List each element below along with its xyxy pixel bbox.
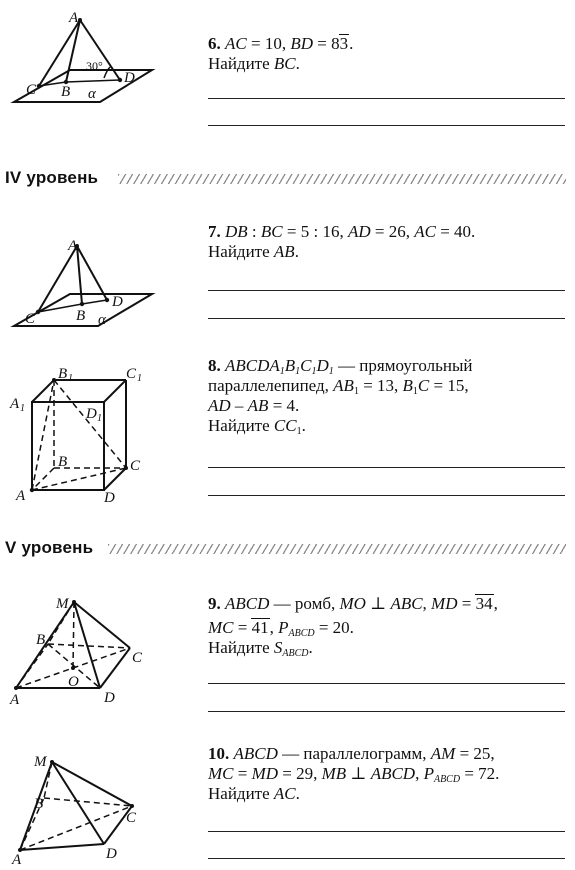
label-B1: B	[58, 366, 68, 382]
figure-7	[12, 236, 162, 336]
answer-line[interactable]	[208, 98, 565, 99]
svg-text:1: 1	[68, 373, 73, 384]
label-C: C	[26, 82, 37, 98]
label-A: A	[69, 10, 79, 26]
svg-text:1: 1	[97, 413, 102, 424]
label-D: D	[104, 490, 115, 506]
level-heading-4: IV уровень	[5, 168, 99, 187]
level-heading-5: V уровень	[5, 538, 94, 557]
label-A: A	[16, 488, 26, 504]
answer-line[interactable]	[208, 125, 565, 126]
level-divider	[108, 544, 566, 554]
problem-7: 7. DB : BC = 5 : 16, AD = 26, AC = 40. Найдите AB.	[208, 222, 476, 261]
label-D: D	[112, 294, 123, 310]
problem-6: 6. AC = 10, BD = 83. Найдите BC.	[208, 34, 568, 74]
label-D1: D	[86, 406, 97, 422]
svg-text:1: 1	[20, 403, 25, 414]
label-A: A	[10, 692, 20, 708]
figure-10	[8, 750, 158, 868]
problem-number: 6.	[208, 34, 221, 53]
label-A1: A	[10, 396, 20, 412]
answer-line[interactable]	[208, 290, 565, 291]
label-alpha: α	[98, 312, 106, 328]
label-C1: C	[126, 366, 137, 382]
label-C: C	[25, 311, 36, 327]
label-M: M	[34, 754, 47, 770]
answer-line[interactable]	[208, 467, 565, 468]
answer-line[interactable]	[208, 711, 565, 712]
label-B: B	[61, 84, 71, 100]
problem-number: 8.	[208, 356, 221, 375]
label-B: B	[36, 632, 46, 648]
problem-number: 10.	[208, 744, 230, 763]
answer-line[interactable]	[208, 831, 565, 832]
problem-10: 10. ABCD — параллелограмм, AM = 25, MC = MD = 29, MB ⊥ ABCD, $P_{ABCD} = 72$. Найдите AC.	[208, 744, 500, 803]
svg-text:1: 1	[137, 373, 142, 384]
figure-9	[8, 590, 158, 710]
label-M: M	[56, 596, 69, 612]
answer-line[interactable]	[208, 858, 565, 859]
answer-line[interactable]	[208, 683, 565, 684]
problem-9: 9. ABCD — ромб, MO ⊥ ABC, MD = 34, MC = 41, $P_{ABCD} = 20$. Найдите $S_{ABCD}$.	[208, 594, 498, 659]
label-D: D	[104, 690, 115, 706]
problem-6-task: Найдите BC.	[208, 54, 300, 73]
label-B: B	[34, 796, 44, 812]
label-D: D	[124, 70, 135, 86]
figure-8	[8, 366, 158, 506]
label-alpha: α	[88, 86, 96, 102]
label-C: C	[130, 458, 141, 474]
label-B: B	[76, 308, 86, 324]
label-B: B	[58, 454, 68, 470]
answer-line[interactable]	[208, 318, 565, 319]
label-C: C	[132, 650, 143, 666]
angle-label: 30°	[86, 59, 103, 73]
problem-number: 7.	[208, 222, 221, 241]
level-divider	[118, 174, 566, 184]
label-D: D	[106, 846, 117, 862]
label-C: C	[126, 810, 137, 826]
problem-number: 9.	[208, 594, 221, 613]
label-A: A	[68, 238, 78, 254]
figure-6	[10, 12, 160, 112]
problem-8: 8. $ABCDA_1B_1C_1D_1$ — прямоугольный параллелепипед, $AB_1 = 13$, $B_1C = 15$, AD – AB = 4. Найдите $CC_1$.	[208, 356, 473, 437]
label-A: A	[12, 852, 22, 868]
label-O: O	[68, 674, 79, 690]
answer-line[interactable]	[208, 495, 565, 496]
